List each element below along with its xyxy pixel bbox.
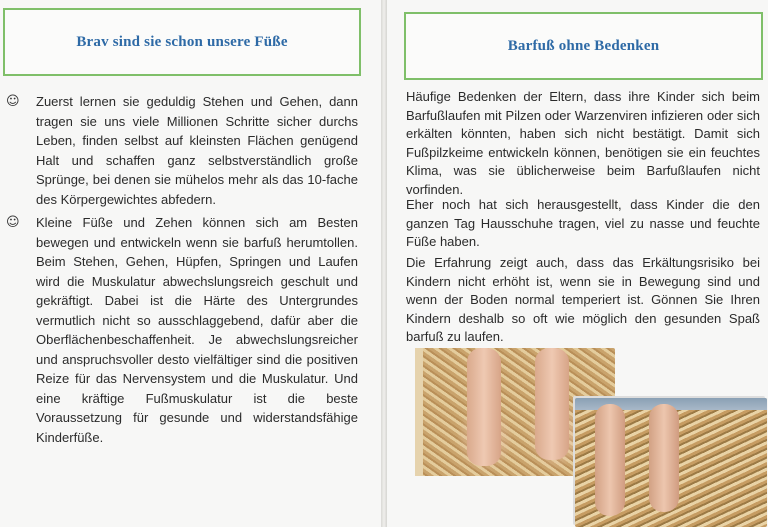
right-title-box (404, 12, 763, 80)
child-leg-left (595, 404, 625, 516)
paragraph: Häufige Bedenken der Eltern, dass ihre Kinder sich beim Barfußlaufen mit Pilzen oder Warzenviren infizieren oder sich erkälten könnten, haben sich nicht bestätigt. Damit sich Fußpilzkeime entwickeln können, benötigen sie ein feuchtes Klima, was sie üblicherweise beim Barfußlaufen nicht vorfinden. (406, 89, 760, 197)
paragraph: Die Erfahrung zeigt auch, dass das Erkältungsrisiko bei Kindern nicht erhöht ist, wenn sie in Bewegung sind und wenn der Boden normal temperiert ist. Gönnen Sie Ihren Kindern deshalb so oft wie möglich den gesunden Spaß barfuß zu laufen. (406, 255, 760, 344)
bullet-item (6, 213, 358, 447)
left-page (0, 0, 381, 527)
left-title-box (3, 8, 361, 76)
bullet-text: Kleine Füße und Zehen können sich am Besten bewegen und entwickeln wenn sie barfuß herumtollen. Beim Stehen, Gehen, Hüpfen, Springen und Laufen wird die Muskulatur abwechslungsreich geschult und gekräftigt. Dabei ist die Härte des Untergrundes vermutlich nicht so ausschlaggebend, dafür aber die Oberflächenbeschaffenheit. Je abwechslungsreicher und anspruchsvoller desto vielfältiger sind die positiven Reize für das Nervensystem und die Muskulatur. Und eine kräftige Fußmuskulatur ist die beste Voraussetzung für gesunde und widerstandsfähige Kinderfüße. (36, 215, 358, 445)
smiley-icon: ☺ (6, 215, 20, 230)
right-page-title: Barfuß ohne Bedenken (507, 37, 660, 54)
bullet-text: Zuerst lernen sie geduldig Stehen und Gehen, dann tragen sie uns viele Millionen Schritte sicher durchs Leben, finden selbst auf kleinsten Flächen genügend Halt und schaffen ganz selbstverständlich große Sprünge, bei denen sie mühelos mehr als das 10-fache des Körpergewichtes abfedern. (36, 94, 358, 207)
barefoot-photo-2 (575, 398, 767, 527)
child-leg-left (467, 348, 501, 466)
child-leg-right (649, 404, 679, 512)
smiley-icon: ☺ (6, 94, 20, 109)
right-page (387, 0, 768, 527)
left-page-title: Brav sind sie schon unsere Füße (76, 33, 288, 50)
sandbox-frame (415, 348, 423, 476)
child-leg-right (535, 348, 569, 460)
bullet-item (6, 92, 358, 209)
paragraph: Eher noch hat sich herausgestellt, dass Kinder die den ganzen Tag Hausschuhe tragen, viel zu nasse und feuchte Füße haben. (406, 197, 760, 249)
